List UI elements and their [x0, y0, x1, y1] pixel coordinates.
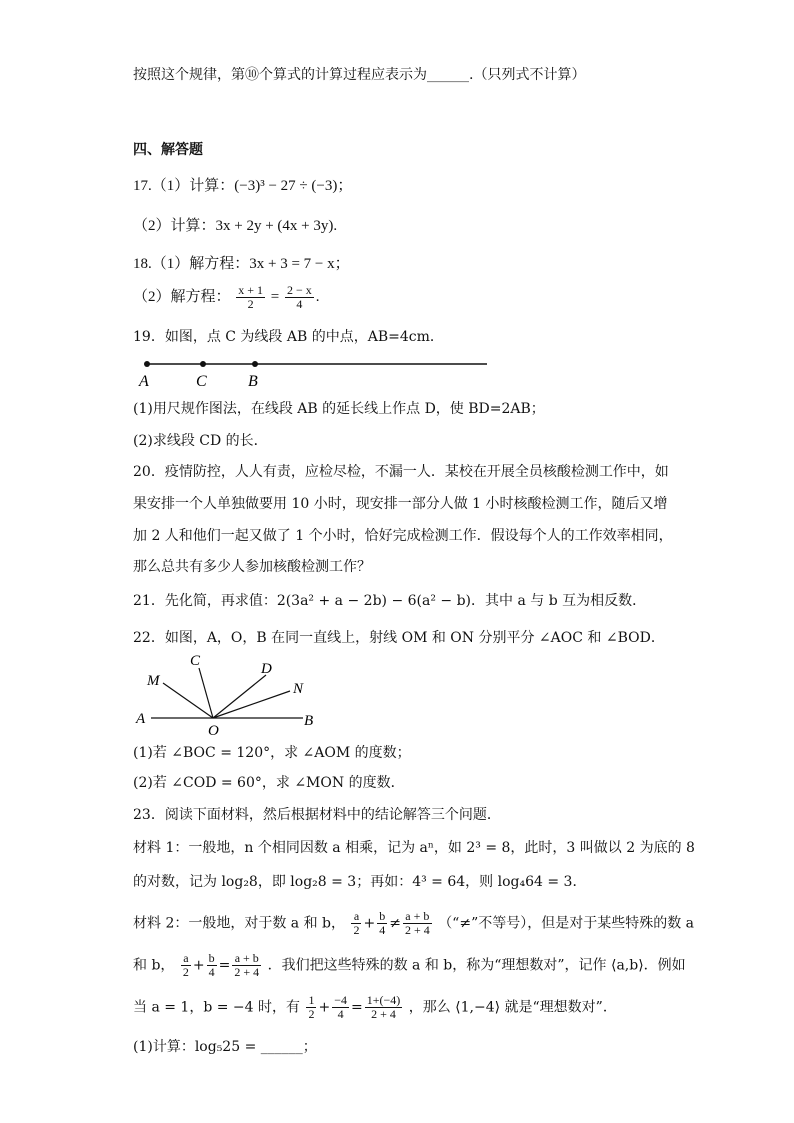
point-c: [200, 361, 206, 367]
m2-l2-b: ．我们把这些特殊的数 a 和 b，称为“理想数对”，记作 ⟨a,b⟩．例如: [267, 957, 686, 974]
m2-l2-a: 和 b，: [133, 957, 175, 974]
q18-part2: （2）解方程： $\frac{x + 1}{2}$ = $\frac{2 - x}{4}$ .: [133, 283, 320, 311]
point-a: [144, 361, 150, 367]
frac-ab-24: $\frac{a + b}{2 + 4}$: [404, 909, 430, 937]
q19-stem: 19．如图，点 C 为线段 AB 的中点，AB=4cm．: [133, 329, 444, 345]
label-a: A: [136, 711, 146, 727]
label-o: O: [208, 723, 219, 739]
q19-sub2: (2)求线段 CD 的长．: [133, 433, 268, 449]
q18-fraction-left: $\frac{x + 1}{2}$: [238, 283, 264, 311]
q20-line2: 果安排一个人单独做要用 10 小时，现安排一部分人做 1 小时核酸检测工作，随后又增: [133, 496, 668, 512]
label-b: B: [248, 373, 258, 389]
q22-sub2: (2)若 ∠COD = 60°，求 ∠MON 的度数．: [133, 775, 405, 791]
label-c: C: [190, 653, 201, 669]
frac-1-2: $\frac{1}{2}$: [308, 993, 315, 1021]
q18-fraction-right: $\frac{2 - x}{4}$: [287, 283, 312, 311]
q23-material2-line2: 和 b， $\frac{a}{2}$ + $\frac{b}{4}$ = $\frac{a + b}{2 + 4}$ ．我们把这些特殊的数 a 和 b，称为“理想数对”，记作 ⟨a,b⟩．例如: [133, 951, 686, 979]
label-c: C: [196, 373, 207, 389]
label-d: D: [261, 661, 272, 677]
frac-a-2b: $\frac{a}{2}$: [182, 951, 189, 979]
section-title: 四、解答题: [133, 142, 203, 158]
m2-l3-a: 当 a = 1，b = −4 时，有: [133, 999, 301, 1016]
label-a: A: [139, 373, 149, 389]
segment-ab-figure: [133, 355, 493, 389]
label-b: B: [304, 713, 314, 729]
label-m: M: [147, 673, 160, 689]
angle-figure: [133, 650, 333, 742]
q22-stem: 22．如图，A，O，B 在同一直线上，射线 OM 和 ON 分别平分 ∠AOC 和 ∠BOD．: [133, 630, 665, 646]
ray-on: [213, 691, 290, 718]
ray-oc: [199, 668, 213, 718]
header-line: 按照这个规律，第⑩个算式的计算过程应表示为______.（只列式不计算）: [133, 67, 586, 83]
q23-sub1: (1)计算：log₅25 = ______；: [133, 1039, 317, 1055]
q23-material2-line3: 当 a = 1，b = −4 时，有 $\frac{1}{2}$ + $\frac{-4}{4}$ = $\frac{1+(-4)}{2 + 4}$ ，那么 ⟨1,−4⟩ 就是“理想数对”．: [133, 993, 617, 1021]
m2-l1-b: （“≠”不等号），但是对于某些特殊的数 a: [438, 915, 695, 932]
frac-b-4: $\frac{b}{4}$: [379, 909, 386, 937]
q20-line4: 那么总共有多少人参加核酸检测工作？: [133, 559, 371, 575]
frac-a-2: $\frac{a}{2}$: [353, 909, 360, 937]
q23-material1-line2: 的对数，记为 log₂8，即 log₂8 = 3；再如：4³ = 64，则 log₄64 = 3．: [133, 874, 587, 890]
frac-ab-24b: $\frac{a + b}{2 + 4}$: [234, 951, 260, 979]
m2-l1-a: 材料 2：一般地，对于数 a 和 b，: [133, 915, 346, 932]
frac-sum: $\frac{1+(-4)}{2 + 4}$: [366, 993, 401, 1021]
q17-part2: （2）计算：3x + 2y + (4x + 3y).: [133, 218, 338, 234]
q23-material1-line1: 材料 1：一般地，n 个相同因数 a 相乘，记为 aⁿ，如 2³ = 8，此时，3 叫做以 2 为底的 8: [133, 840, 695, 856]
q23-material2-line1: 材料 2：一般地，对于数 a 和 b， $\frac{a}{2}$ + $\frac{b}{4}$ ≠ $\frac{a + b}{2 + 4}$ （“≠”不等号），但是对于某些特殊的数 a: [133, 909, 695, 937]
q18-part1: 18.（1）解方程：3x + 3 = 7 − x；: [133, 256, 350, 272]
frac-m4-4: $\frac{-4}{4}$: [334, 993, 347, 1021]
ray-od: [213, 675, 266, 718]
label-n: N: [293, 681, 304, 697]
point-b: [252, 361, 258, 367]
q18-part2-prefix: （2）解方程：: [133, 288, 231, 305]
q20-line1: 20．疫情防控，人人有责，应检尽检，不漏一人．某校在开展全员核酸检测工作中，如: [133, 464, 669, 480]
q23-stem: 23．阅读下面材料，然后根据材料中的结论解答三个问题．: [133, 807, 501, 823]
q22-sub1: (1)若 ∠BOC = 120°，求 ∠AOM 的度数；: [133, 745, 411, 761]
q20-line3: 加 2 人和他们一起又做了 1 个小时，恰好完成检测工作．假设每个人的工作效率相同，: [133, 528, 673, 544]
ray-om: [163, 683, 213, 718]
q17-part1: 17.（1）计算：(−3)³ − 27 ÷ (−3)；: [133, 178, 353, 194]
frac-b-4b: $\frac{b}{4}$: [208, 951, 215, 979]
q21-line: 21．先化简，再求值：2(3a² + a − 2b) − 6(a² − b)．其中 a 与 b 互为相反数．: [133, 593, 647, 609]
m2-l3-b: ，那么 ⟨1,−4⟩ 就是“理想数对”．: [408, 999, 617, 1016]
q19-sub1: (1)用尺规作图法，在线段 AB 的延长线上作点 D，使 BD=2AB；: [133, 401, 545, 417]
